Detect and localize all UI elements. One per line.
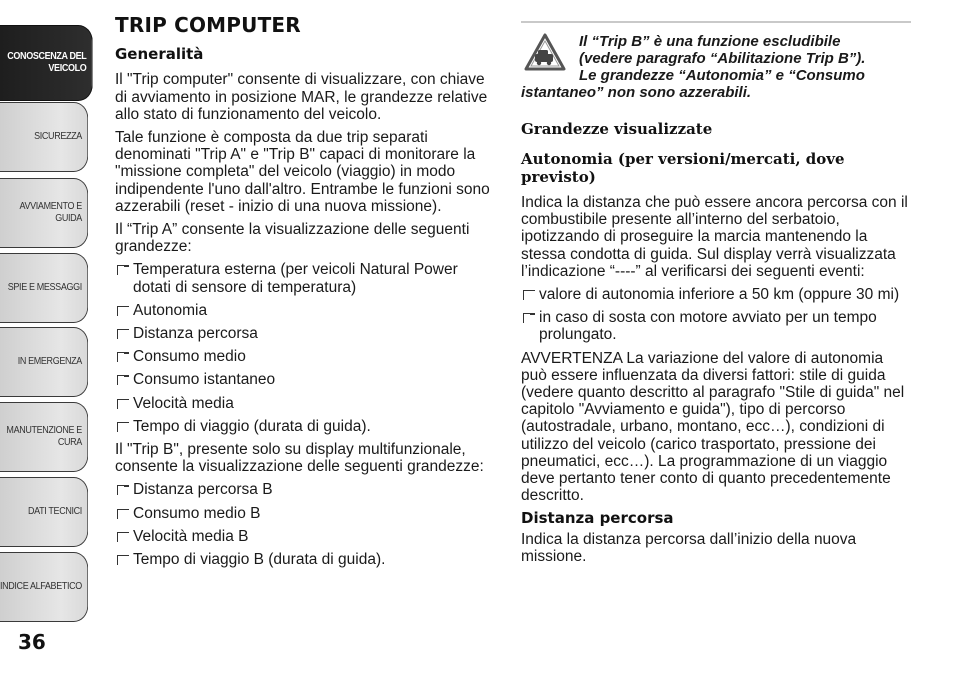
list-item: Distanza percorsa B bbox=[115, 481, 495, 498]
bullet-icon bbox=[117, 532, 126, 542]
bullet-icon bbox=[117, 329, 126, 339]
list-item: Autonomia bbox=[115, 302, 495, 319]
tab-avviamento-e-guida[interactable]: AVVIAMENTO E GUIDA bbox=[0, 178, 88, 248]
list-item: in caso di sosta con motore avviato per un tempo prolungato. bbox=[521, 309, 911, 343]
bullet-icon bbox=[117, 422, 126, 432]
bullet-icon bbox=[117, 352, 126, 362]
note-divider bbox=[521, 21, 911, 23]
list-item: Consumo istantaneo bbox=[115, 371, 495, 388]
autonomia-paragraph: Indica la distanza che può essere ancora percorsa con il combustibile presente all’interno del serbatoio, ipotizzando di proseguire la marcia mantenendo la stessa condotta di guida. Sul display verrà visualizzata l’indicazione “----” al verificarsi dei seguenti eventi: bbox=[521, 194, 908, 280]
bullet-icon bbox=[117, 555, 126, 565]
chapter-sidebar bbox=[0, 0, 103, 640]
tab-conoscenza-del-veicolo[interactable]: CONOSCENZA DEL VEICOLO bbox=[0, 25, 93, 101]
list-item: Distanza percorsa bbox=[115, 325, 495, 342]
bullet-icon bbox=[523, 313, 532, 323]
warning-triangle-icon bbox=[524, 33, 566, 71]
section-subtitle: Generalità bbox=[115, 45, 204, 64]
tab-in-emergenza[interactable]: IN EMERGENZA bbox=[0, 327, 88, 397]
list-item: Velocità media bbox=[115, 395, 495, 412]
bullet-icon bbox=[117, 265, 126, 275]
tab-dati-tecnici[interactable]: DATI TECNICI bbox=[0, 477, 88, 547]
tab-indice-alfabetico[interactable]: INDICE ALFABETICO bbox=[0, 552, 88, 622]
autonomia-heading: Autonomia (per versioni/mercati, dove previsto) bbox=[521, 150, 845, 186]
events-list bbox=[521, 286, 911, 344]
tab-sicurezza[interactable]: SICUREZZA bbox=[0, 102, 88, 172]
left-column bbox=[115, 0, 495, 574]
trip-description: Tale funzione è composta da due trip separati denominati "Trip A" e "Trip B" capaci di monitorare la "missione completa" del veicolo (viaggio) in modo indipendente l'uno dall'altro. Entrambe le funzioni sono azzerabili (reset - inizio di una nuova missione). bbox=[115, 129, 490, 215]
page-number: 36 bbox=[18, 630, 46, 654]
bullet-icon bbox=[117, 485, 126, 495]
bullet-icon bbox=[523, 290, 532, 300]
trip-b-intro: Il "Trip B", presente solo su display multifunzionale, consente la visualizzazione delle seguenti grandezze: bbox=[115, 441, 484, 476]
bullet-icon bbox=[117, 375, 126, 385]
trip-b-list bbox=[115, 481, 495, 568]
right-column bbox=[521, 0, 911, 571]
bullet-icon bbox=[117, 399, 126, 409]
list-item: Tempo di viaggio (durata di guida). bbox=[115, 418, 495, 435]
list-item: valore di autonomia inferiore a 50 km (oppure 30 mi) bbox=[521, 286, 911, 303]
list-item: Consumo medio B bbox=[115, 505, 495, 522]
list-item: Consumo medio bbox=[115, 348, 495, 365]
section-heading: Grandezze visualizzate bbox=[521, 120, 713, 138]
list-item: Tempo di viaggio B (durata di guida). bbox=[115, 551, 495, 568]
list-item: Velocità media B bbox=[115, 528, 495, 545]
list-item: Temperatura esterna (per veicoli Natural Power dotati di sensore di temperatura) bbox=[115, 261, 495, 295]
tab-spie-e-messaggi[interactable]: SPIE E MESSAGGI bbox=[0, 253, 88, 323]
distanza-paragraph: Indica la distanza percorsa dall’inizio della nuova missione. bbox=[521, 530, 857, 565]
trip-a-list bbox=[115, 261, 495, 435]
tab-manutenzione-e-cura[interactable]: MANUTENZIONE E CURA bbox=[0, 402, 88, 472]
bullet-icon bbox=[117, 306, 126, 316]
distanza-heading: Distanza percorsa bbox=[521, 509, 674, 528]
warning-note: Il “Trip B” è una funzione escludibile (vedere paragrafo “Abilitazione Trip B”). Le grandezze “Autonomia” e “Consumo istantaneo” non sono azzerabili. bbox=[521, 33, 866, 101]
bullet-icon bbox=[117, 509, 126, 519]
trip-a-intro: Il “Trip A” consente la visualizzazione delle seguenti grandezze: bbox=[115, 221, 470, 256]
page-title: TRIP COMPUTER bbox=[115, 13, 301, 37]
avvertenza-paragraph: AVVERTENZA La variazione del valore di autonomia può essere influenzata da diversi fattori: stile di guida (vedere quanto descritto al paragrafo "Stile di guida" nel capitolo "Avviamento e guida"), tipo di percorso (autostradale, urbano, montano, ecc…), condizioni di utilizzo del veicolo (carico trasportato, pressione dei pneumatici, ecc…). La programmazione di un viaggio deve pertanto tener conto di quanto precedentemente descritto. bbox=[521, 349, 905, 505]
intro-paragraph: Il "Trip computer" consente di visualizzare, con chiave di avviamento in posizione MAR, le grandezze relative allo stato di funzionamento del veicolo. bbox=[115, 71, 488, 123]
